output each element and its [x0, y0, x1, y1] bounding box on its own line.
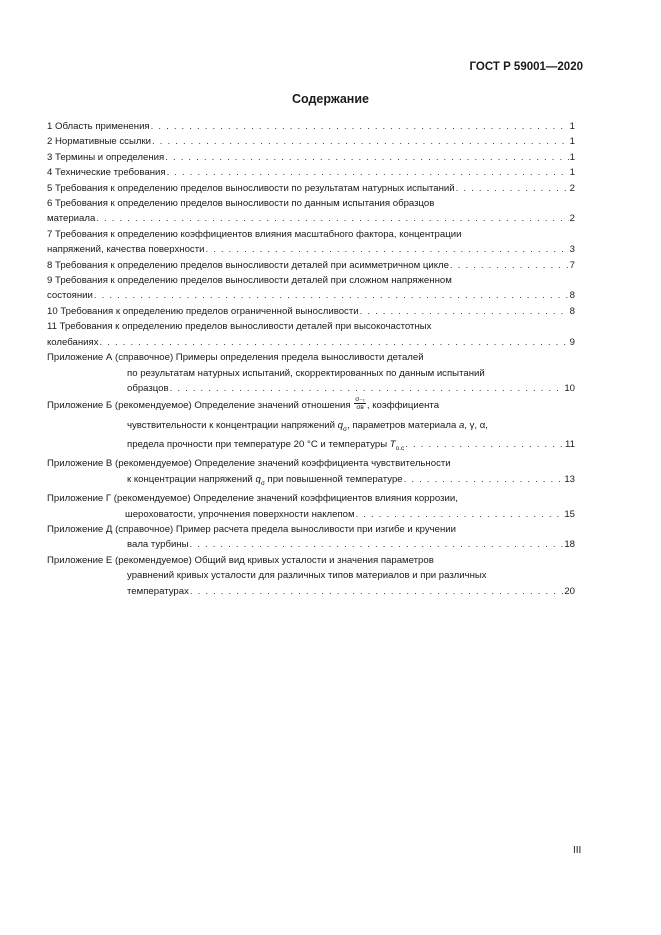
toc-appendix-c[interactable]	[47, 456, 575, 491]
page-number: 2	[569, 182, 575, 194]
toc-item-9[interactable]	[47, 273, 575, 304]
toc-item-5[interactable]	[47, 181, 575, 196]
appendix-a-title: Приложение А (справочное) Примеры определения предела выносливости деталей	[47, 352, 424, 364]
page-number: 13	[564, 473, 575, 485]
toc-item-1[interactable]	[47, 119, 575, 134]
toc-item-title-end: 5 Требования к определению пределов выносливости по результатам натурных испытаний	[47, 182, 455, 194]
leader-dots	[152, 134, 569, 149]
page-number: 1	[569, 121, 575, 132]
document-number: ГОСТ Р 59001—2020	[469, 61, 583, 73]
appendix-d-title: Приложение Г (рекомендуемое) Определение значений коэффициентов влияния коррозии,	[47, 493, 458, 505]
leader-dots	[360, 304, 569, 319]
toc-item-8[interactable]	[47, 258, 575, 273]
page-number: 18	[564, 539, 575, 551]
toc-item-11[interactable]	[47, 319, 575, 350]
page-number: 7	[569, 259, 575, 271]
toc-item-title-end: материала	[47, 213, 96, 225]
appendix-f-title: Приложение Е (рекомендуемое) Общий вид кривых усталости и значения параметров	[47, 554, 434, 566]
appendix-b-title-end: предела прочности при температуре 20 °С и температуры $T_{о.с}$	[127, 439, 405, 452]
toc-item-title: 11 Требования к определению пределов выносливости деталей при высокочастотных	[47, 321, 432, 333]
page-number: 20	[564, 585, 575, 597]
page-number: 3	[569, 244, 575, 256]
toc-item-6[interactable]	[47, 196, 575, 227]
leader-dots	[151, 119, 569, 134]
page-number: 2	[569, 213, 575, 225]
leader-dots	[94, 288, 569, 303]
appendix-c-title-end: к концентрации напряжений $q_\sigma$ при повышенной температуре	[127, 473, 403, 487]
appendix-b-title: Приложение Б (рекомендуемое) Определение значений отношения $\frac{\text{σ₋₁}}{\sigma в}$ , коэффициента	[47, 396, 440, 412]
table-of-contents	[47, 119, 575, 599]
leader-dots	[405, 437, 564, 452]
page-number: 1	[569, 167, 575, 179]
appendix-b-title-cont: чувствительности к концентрации напряжений $q_\sigma$, параметров материала a, γ, α,	[127, 419, 488, 433]
toc-appendix-d[interactable]	[47, 491, 575, 522]
toc-appendix-b[interactable]	[47, 398, 575, 456]
toc-item-title-end: 3 Термины и определения	[47, 151, 165, 163]
page-number-roman: III	[573, 845, 582, 856]
appendix-c-title: Приложение В (рекомендуемое) Определение значений коэффициента чувствительности	[47, 458, 451, 470]
toc-item-title: 6 Требования к определению пределов выносливости по данным испытания образцов	[47, 198, 435, 210]
leader-dots	[356, 507, 564, 522]
appendix-d-title-end: шероховатости, упрочнения поверхности наклепом	[125, 508, 355, 520]
page-number: 1	[569, 136, 575, 148]
toc-item-10[interactable]	[47, 304, 575, 319]
toc-appendix-f[interactable]	[47, 553, 575, 599]
leader-dots	[450, 258, 569, 273]
toc-item-title-end: 1 Область применения	[47, 121, 150, 132]
appendix-f-title-end: температурах	[127, 585, 189, 597]
page-number: 11	[565, 439, 575, 451]
toc-item-title-end: состоянии	[47, 290, 93, 302]
toc-item-title-end: 10 Требования к определению пределов ограниченной выносливости	[47, 305, 359, 317]
toc-appendix-e[interactable]	[47, 522, 575, 553]
appendix-f-title-cont: уравнений кривых усталости для различных типов материалов и при различных	[127, 570, 487, 582]
toc-item-title: 9 Требования к определению пределов выносливости деталей при сложном напряженном	[47, 275, 452, 287]
leader-dots	[190, 537, 564, 552]
toc-item-title-end: 4 Технические требования	[47, 167, 166, 179]
sigma-ratio-fraction: $\frac{\text{σ₋₁}}{\sigma в}$	[355, 396, 365, 412]
toc-appendix-a[interactable]	[47, 350, 575, 396]
page-number: 8	[569, 305, 575, 317]
toc-item-3[interactable]	[47, 150, 575, 165]
toc-item-title-end: 8 Требования к определению пределов выносливости деталей при асимметричном цикле	[47, 259, 449, 271]
leader-dots	[170, 381, 564, 396]
toc-item-title-end: колебаниях	[47, 336, 99, 348]
appendix-a-title-cont: по результатам натурных испытаний, скорректированных по данным испытаний	[127, 367, 485, 379]
page-number: 9	[569, 336, 575, 348]
page-number: 8	[569, 290, 575, 302]
appendix-e-title: Приложение Д (справочное) Пример расчета предела выносливости при изгибе и кручении	[47, 523, 457, 535]
leader-dots	[456, 181, 569, 196]
page-title: Содержание	[291, 92, 369, 106]
appendix-a-title-end: образцов	[127, 382, 169, 394]
toc-item-2[interactable]	[47, 134, 575, 149]
appendix-e-title-end: вала турбины	[127, 539, 189, 551]
toc-item-title-end: напряжений, качества поверхности	[47, 244, 205, 256]
leader-dots	[96, 211, 568, 226]
leader-dots	[190, 584, 563, 599]
toc-item-7[interactable]	[47, 227, 575, 258]
leader-dots	[100, 335, 569, 350]
toc-item-title-end: 2 Нормативные ссылки	[47, 136, 152, 148]
toc-item-4[interactable]	[47, 165, 575, 180]
page-number: 1	[569, 151, 575, 163]
leader-dots	[165, 150, 568, 165]
toc-item-title: 7 Требования к определению коэффициентов влияния масштабного фактора, концентрации	[47, 228, 462, 240]
leader-dots	[167, 165, 569, 180]
leader-dots	[404, 472, 564, 487]
leader-dots	[205, 242, 568, 257]
page-number: 15	[564, 508, 575, 520]
page-number: 10	[564, 382, 575, 394]
